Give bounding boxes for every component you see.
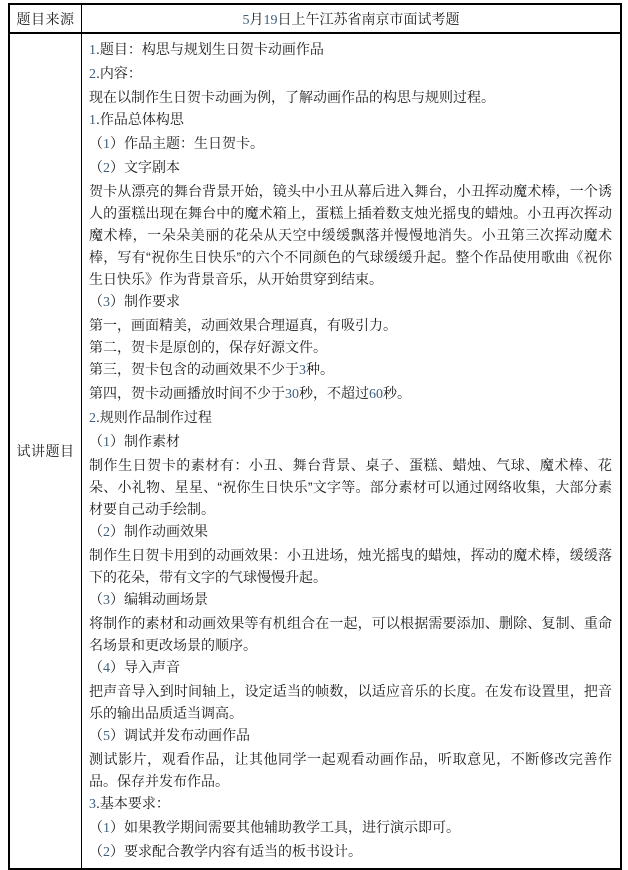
- content-paragraph: 第二，贺卡是原创的，保存好源文件。: [89, 339, 327, 355]
- content-paragraph: （1）制作素材: [89, 433, 180, 450]
- content-paragraph: 测试影片，观看作品，让其他同学一起观看动画作品，听取意见，不断修改完善作品。保存并发布作品。: [89, 751, 612, 789]
- content-paragraph: （3）制作要求: [89, 293, 180, 310]
- content-paragraph: 把声音导入到时间轴上，设定适当的帧数，以适应音乐的长度。在发布设置里，把音乐的输出品质适当调高。: [89, 683, 612, 721]
- content-paragraph: （1）如果教学期间需要其他辅助教学工具，进行演示即可。: [89, 819, 460, 836]
- topic-content-cell: [82, 33, 622, 869]
- content-paragraph: 第四，贺卡动画播放时间不少于30秒，不超过60秒。: [89, 385, 411, 402]
- content-paragraph: 第一，画面精美，动画效果合理逼真，有吸引力。: [89, 317, 397, 333]
- source-value-cell: 5月19日上午江苏省南京市面试考题: [82, 4, 622, 33]
- content-paragraph: （1）作品主题：生日贺卡。: [89, 135, 264, 152]
- source-row: [9, 4, 621, 33]
- content-paragraph: （5）调试并发布动画作品: [89, 727, 250, 744]
- lecture-content: [89, 38, 612, 864]
- topic-row: [9, 33, 621, 869]
- content-paragraph: 2.规则作品制作过程: [89, 409, 212, 426]
- content-paragraph: 将制作的素材和动画效果等有机组合在一起，可以根据需要添加、删除、复制、重命名场景和更改场景的顺序。: [89, 615, 612, 653]
- content-paragraph: 1.作品总体构思: [89, 111, 184, 128]
- source-label-cell: 题目来源: [9, 4, 82, 33]
- topic-label-cell: 试讲题目: [9, 33, 82, 869]
- content-paragraph: （2）要求配合教学内容有适当的板书设计。: [89, 843, 362, 860]
- content-paragraph: （2）文字剧本: [89, 159, 180, 176]
- content-paragraph: 贺卡从漂亮的舞台背景开始，镜头中小丑从幕后进入舞台，小丑挥动魔术棒，一个诱人的蛋糕出现在舞台中的魔术箱上，蛋糕上插着数支烛光摇曳的蜡烛。小丑再次挥动魔术棒，一朵朵美丽的花朵从天空中缓缓飘落并慢慢地消失。小丑第三次挥动魔术棒，写有“祝你生日快乐”的六个不同颜色的气球缓缓升起。整个作品使用歌曲《祝你生日快乐》作为背景音乐，从开始贯穿到结束。: [89, 183, 612, 287]
- content-paragraph: 2.内容：: [89, 65, 142, 82]
- content-paragraph: （2）制作动画效果: [89, 523, 208, 540]
- content-paragraph: 制作生日贺卡的素材有：小丑、舞台背景、桌子、蛋糕、蜡烛、气球、魔术棒、花朵、小礼物、星星、“祝你生日快乐”文字等。部分素材可以通过网络收集，大部分素材要自己动手绘制。: [89, 457, 612, 517]
- content-paragraph: （4）导入声音: [89, 659, 180, 676]
- content-paragraph: 第三，贺卡包含的动画效果不少于3种。: [89, 361, 334, 378]
- content-paragraph: 1.题目：构思与规划生日贺卡动画作品: [89, 41, 324, 58]
- content-paragraph: 制作生日贺卡用到的动画效果：小丑进场，烛光摇曳的蜡烛，挥动的魔术棒，缓缓落下的花朵，带有文字的气球慢慢升起。: [89, 547, 612, 585]
- content-paragraph: （3）编辑动画场景: [89, 591, 208, 608]
- question-table: [8, 3, 622, 870]
- content-paragraph: 现在以制作生日贺卡动画为例，了解动画作品的构思与规则过程。: [89, 89, 495, 105]
- content-paragraph: 3.基本要求：: [89, 795, 170, 812]
